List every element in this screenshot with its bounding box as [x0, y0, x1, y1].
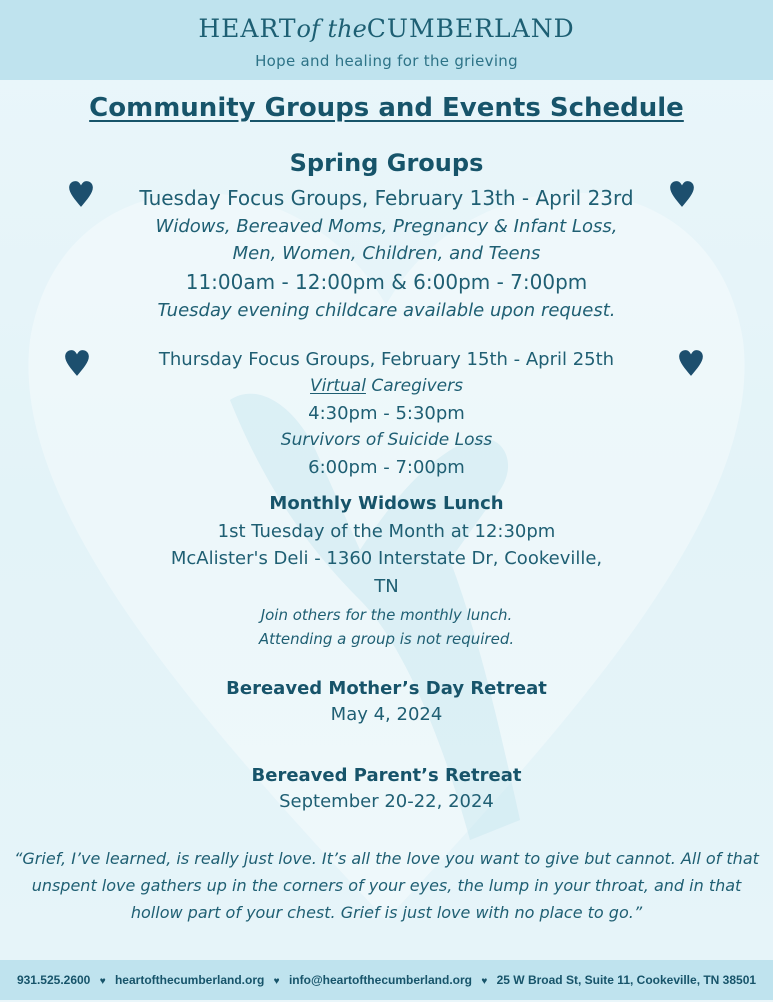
mothers-retreat-heading: Bereaved Mother’s Day Retreat — [226, 678, 547, 699]
widows-lunch-heading: Monthly Widows Lunch — [269, 493, 504, 514]
quote-line: hollow part of your chest. Grief is just love with no place to go.” — [130, 903, 643, 922]
thursday-groups-title: Thursday Focus Groups, February 15th - April 25th — [158, 349, 615, 370]
footer-phone[interactable]: 931.525.2600 — [16, 973, 91, 987]
schedule-content — [0, 80, 773, 960]
brand-logo: HEARTof theCUMBERLAND — [198, 14, 575, 43]
suicide-loss-group: Survivors of Suicide Loss — [280, 430, 493, 450]
caregivers-time: 4:30pm - 5:30pm — [308, 403, 465, 424]
widows-lunch-where-line2: TN — [374, 576, 399, 597]
widows-lunch-note2: Attending a group is not required. — [258, 630, 515, 648]
heart-icon — [68, 180, 94, 208]
tuesday-groups-times: 11:00am - 12:00pm & 6:00pm - 7:00pm — [185, 270, 588, 294]
tuesday-groups-title: Tuesday Focus Groups, February 13th - April 23rd — [139, 186, 634, 210]
parents-retreat-date: September 20-22, 2024 — [279, 791, 494, 812]
footer-email-link[interactable]: info@heartofthecumberland.org — [288, 973, 472, 987]
quote-line: “Grief, I’ve learned, is really just love. It’s all the love you want to give but cannot. All of that — [14, 849, 759, 868]
tuesday-groups-list-line2: Men, Women, Children, and Teens — [232, 243, 541, 264]
heart-icon — [669, 180, 695, 208]
widows-lunch-note1: Join others for the monthly lunch. — [260, 606, 513, 624]
suicide-loss-time: 6:00pm - 7:00pm — [308, 457, 465, 478]
caregivers-group: Virtual Caregivers — [310, 376, 463, 396]
parents-retreat-heading: Bereaved Parent’s Retreat — [251, 765, 522, 786]
heart-separator-icon: ♥ — [273, 976, 280, 987]
quote-line: unspent love gathers up in the corners of your eyes, the lump in your throat, and in that — [31, 876, 742, 895]
heart-separator-icon: ♥ — [99, 976, 106, 987]
widows-lunch-when: 1st Tuesday of the Month at 12:30pm — [217, 521, 556, 542]
widows-lunch-where-line1: McAlister's Deli - 1360 Interstate Dr, Cookeville, — [170, 548, 603, 569]
footer-website-link[interactable]: heartofthecumberland.org — [114, 973, 265, 987]
heart-icon — [64, 349, 90, 377]
tuesday-groups-list-line1: Widows, Bereaved Moms, Pregnancy & Infant Loss, — [155, 216, 618, 237]
heart-separator-icon: ♥ — [481, 976, 488, 987]
site-header — [0, 0, 773, 80]
page-title: Community Groups and Events Schedule — [89, 93, 684, 123]
mothers-retreat-date: May 4, 2024 — [330, 704, 443, 725]
heart-icon — [678, 349, 704, 377]
footer-address: 25 W Broad St, Suite 11, Cookeville, TN 38501 — [496, 973, 757, 987]
contact-footer — [0, 960, 773, 1000]
tagline: Hope and healing for the grieving — [255, 52, 518, 70]
grief-quote — [10, 845, 763, 926]
spring-groups-heading: Spring Groups — [289, 149, 484, 177]
tuesday-childcare-note: Tuesday evening childcare available upon request. — [157, 300, 616, 321]
